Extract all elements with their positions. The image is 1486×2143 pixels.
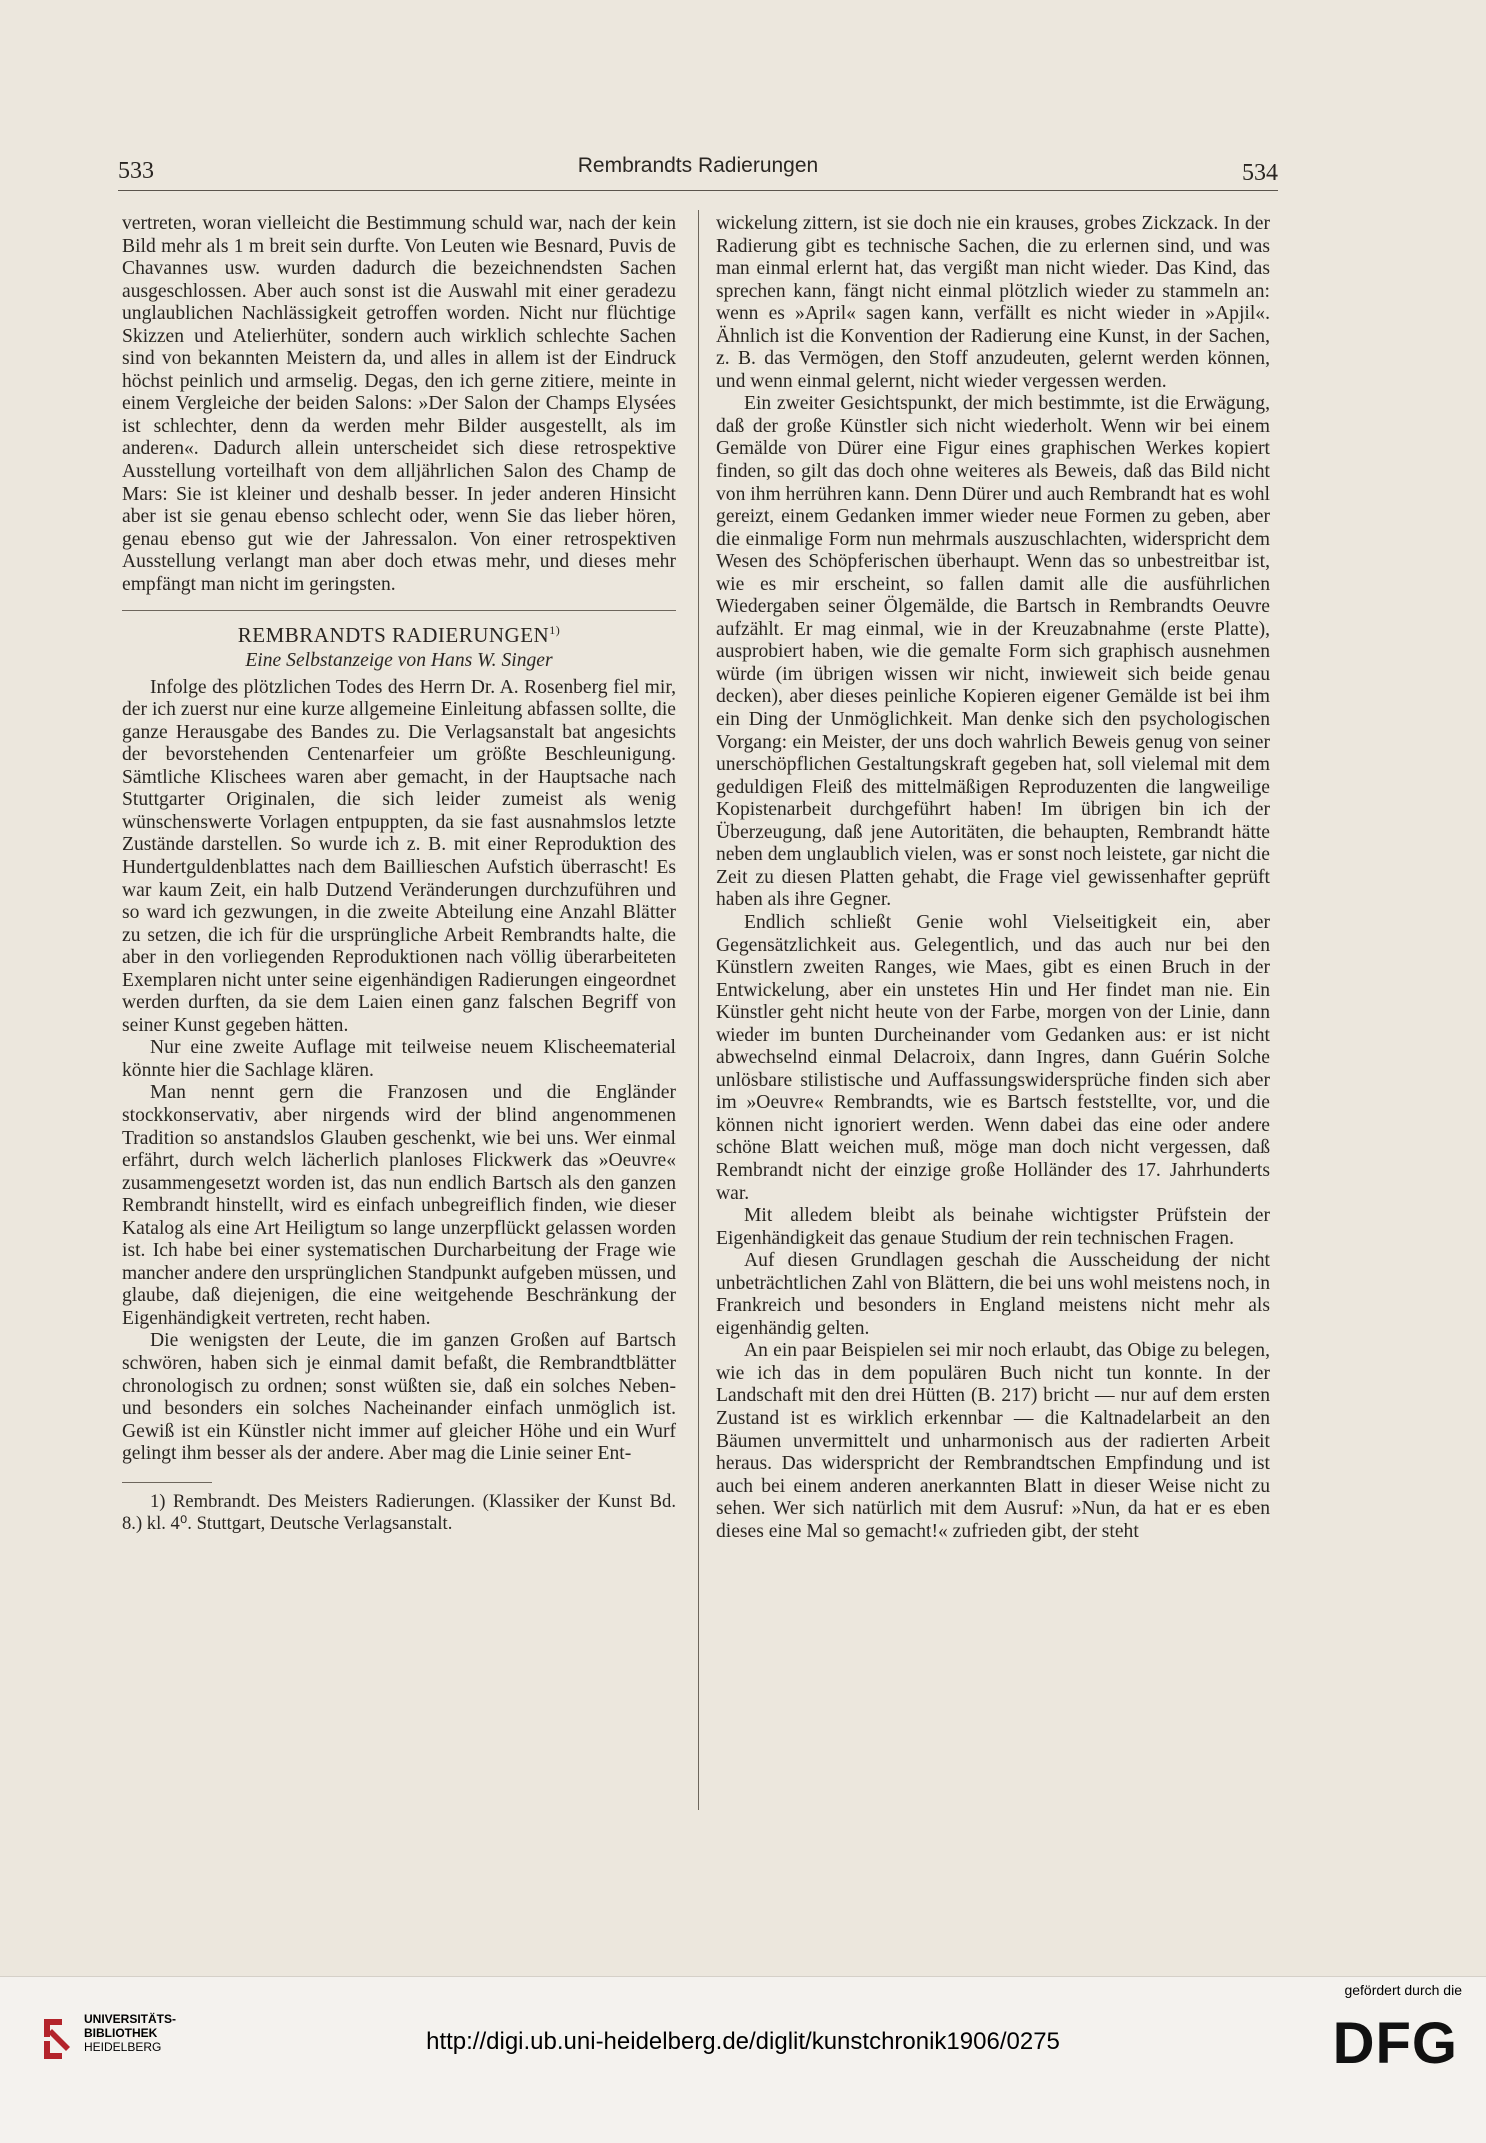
paragraph: wickelung zittern, ist sie doch nie ein krauses, grobes Zickzack. In der Radierung gibt es technische Sachen, die zu erlernen sind, und was man einmal erlernt hat, das vergißt man nicht wieder. Das Kind, das sprechen kann, fängt nicht einmal plötzlich wieder zu stammeln an: wenn es »April« sagen kann, verfällt es nicht wieder in »Apjil«. Ähnlich ist die Konvention der Radierung eine Kunst, in der Sachen, z. B. das Vermögen, den Stoff anzudeuten, gelernt werden können, und wenn einmal gelernt, nicht wieder vergessen werden.: [716, 213, 1270, 392]
running-header: [118, 150, 1278, 191]
section-divider: [122, 610, 676, 611]
paragraph: Auf diesen Grundlagen geschah die Ausscheidung der nicht unbeträchtlichen Zahl von Blättern, die bei uns wohl meistens noch, in Frankreich und besonders in England meistens nicht mehr als eigenhändig gelten.: [716, 1250, 1270, 1339]
left-column: [122, 213, 676, 1535]
article-title: [122, 619, 676, 647]
paragraph: Endlich schließt Genie wohl Vielseitigkeit ein, aber Gegensätzlichkeit aus. Gelegentlich, und das auch nur bei den Künstlern zweiten Ranges, wie Maes, gibt es einen Bruch in der Entwickelung, aber ein unstetes Hin und Her findet man nie. Ein Künstler geht nicht heute von der Farbe, morgen von der Linie, dann wieder im bunten Durcheinander vom Gedanken aus: er ist nicht abwechselnd einmal Delacroix, dann Ingres, dann Guérin Solche unlösbare stilistische und Auffassungswidersprüche finden sich aber im »Oeuvre« Rembrandts, wie es Bartsch feststellte, vor, und die können nicht ignoriert werden. Wenn dabei das eine oder andere schöne Blatt weichen muß, möge man doch nicht vergessen, daß Rembrandt nicht der einzige große Holländer des 17. Jahrhunderts war.: [716, 911, 1270, 1204]
article-title-text: REMBRANDTS RADIERUNGEN: [237, 623, 550, 648]
column-separator: [698, 210, 699, 1810]
paragraph: Nur eine zweite Auflage mit teilweise neuem Klischeematerial könnte hier die Sachlage klären.: [122, 1037, 676, 1081]
library-name-line: BIBLIOTHEK: [84, 2026, 158, 2040]
paragraph: vertreten, woran vielleicht die Bestimmung schuld war, nach der kein Bild mehr als 1 m breit sein durfte. Von Leuten wie Besnard, Puvis de Chavannes usw. wurden dadurch die bezeichnendsten Sachen ausgeschlossen. Aber auch sonst ist die Auswahl mit einer geradezu unglaublichen Nachlässigkeit getroffen worden. Nicht nur flüchtige Skizzen und Atelierhüter, sondern auch wirklich schlechte Sachen sind von bekannten Meistern da, und alles in allem ist der Eindruck höchst peinlich und armselig. Degas, den ich gerne zitiere, meinte in einem Vergleiche der beiden Salons: »Der Salon der Champs Elysées ist schlechter, denn da werden mehr Bilder ausgestellt, als im anderen«. Dadurch allein unterscheidet sich diese retrospektive Ausstellung vorteilhaft von dem alljährlichen Salon des Champ de Mars: Sie ist kleiner und deshalb besser. In jeder anderen Hinsicht aber ist sie genau ebenso schlecht oder, wenn Sie das lieber hören, genau ebenso gut wie der Jahressalon. Von einer retrospektiven Ausstellung verlangt man aber doch etwas mehr, und dieses mehr empfängt man nicht im geringsten.: [122, 213, 676, 595]
source-url-link[interactable]: http://digi.ub.uni-heidelberg.de/diglit/kunstchronik1906/0275: [426, 2028, 1060, 2055]
paragraph: Mit alledem bleibt als beinahe wichtigster Prüfstein der Eigenhändigkeit das genaue Studium der rein technischen Fragen.: [716, 1205, 1270, 1249]
footnote-rule: [122, 1482, 212, 1483]
footnote: 1) Rembrandt. Des Meisters Radierungen. (Klassiker der Kunst Bd. 8.) kl. 4⁰. Stuttgart, Deutsche Verlagsanstalt.: [122, 1490, 676, 1534]
paragraph: An ein paar Beispielen sei mir noch erlaubt, das Obige zu belegen, wie ich das in dem populären Buch nicht tun konnte. In der Landschaft mit den drei Hütten (B. 217) bricht — nur auf dem ersten Zustand ist es wirklich erkennbar — die Kaltnadelarbeit an den Bäumen unvermittelt und unharmonisch aus der radierten Arbeit heraus. Das widerspricht der Rembrandtschen Empfindung und ist auch bei einem anderen anerkannten Blatt in dieser Weise nicht zu sehen. Wer sich natürlich mit dem Ausruf: »Nun, da hat er es eben dieses eine Mal so gemacht!« zufrieden gibt, der steht: [716, 1340, 1270, 1542]
footnote-mark: 1): [549, 623, 561, 638]
paragraph: Infolge des plötzlichen Todes des Herrn Dr. A. Rosenberg fiel mir, der ich zuerst nur eine kurze allgemeine Einleitung abfassen sollte, die ganze Herausgabe des Bandes zu. Die Verlagsanstalt bat angesichts der bevorstehenden Centenarfeier um größte Beschleunigung. Sämtliche Klischees waren aber gemacht, in der Hauptsache nach Stuttgarter Originalen, die sich leider zumeist als wenig wünschenswerte Vorlagen entpuppten, da sie fast ausnahmslos letzte Zustände darstellen. So wurde ich z. B. mit einer Reproduktion des Hundertguldenblattes nach dem Baillieschen Aufstich überrascht! Es war kaum Zeit, ein halb Dutzend Veränderungen durchzuführen und so ward ich gezwungen, in die zweite Abteilung eine Anzahl Blätter zu setzen, die ich für die ursprüngliche Arbeit Rembrandts halte, die aber in den vorliegenden Reproduktionen nach völlig überarbeiteten Exemplaren nicht unter seine eigenhändigen Radierungen eingeordnet werden durften, da sie dem Laien einen ganz falschen Begriff von seiner Kunst gegeben hätten.: [122, 676, 676, 1036]
funding-note: gefördert durch die: [1344, 1982, 1462, 1998]
page-number-left: 533: [118, 158, 154, 184]
page-number-right: 534: [1242, 160, 1278, 186]
library-name-line: HEIDELBERG: [84, 2040, 162, 2054]
paragraph: Ein zweiter Gesichtspunkt, der mich bestimmte, ist die Erwägung, daß der große Künstler sich nicht wiederholt. Wenn wir bei einem Gemälde von Dürer eine Figur eines graphischen Werkes kopiert finden, so gilt das doch ohne weiteres als Beweis, daß das Bild nicht von ihm herrühren kann. Denn Dürer und auch Rembrandt hat es wohl gereizt, einem Gedanken immer wieder neue Formen zu geben, aber die einmalige Form nun mehrmals auszuschlachten, widerspricht dem Wesen des Schöpferischen überhaupt. Wenn das so unbestreitbar ist, wie es mir erscheint, so fallen damit alle die ausführlichen Wiedergaben seiner Ölgemälde, die Bartsch in Rembrandts Oeuvre aufzählt. Er mag einmal, wie in der Kreuzabnahme (erste Platte), ausprobiert haben, wie die gemalte Form sich graphisch ausnehmen würde (im übrigen wissen wir nicht, inwieweit sich beide genau decken), aber dieses peinliche Kopieren eigener Gemälde ist bei ihm ein Ding der Unmöglichkeit. Man denke sich den psychologischen Vorgang: ein Meister, der uns doch wahrlich Beweis genug von seiner unerschöpflichen Gestaltungskraft gegeben hat, soll vielemal mit dem geduldigen Fleiß des mittelmäßigen Reproduzenten die langweilige Kopistenarbeit durchgeführt haben! Im übrigen bin ich der Überzeugung, daß jene Autoritäten, die behaupten, Rembrandt hätte neben dem unglaublich vielen, was er sonst noch leistete, gar nicht die Zeit zu diesen Platten gehabt, die Frage viel gewissenhafter geprüft haben als ihre Gegner.: [716, 393, 1270, 911]
article-subtitle: Eine Selbstanzeige von Hans W. Singer: [245, 650, 553, 672]
running-title: Rembrandts Radierungen: [577, 154, 819, 177]
paragraph: Die wenigsten der Leute, die im ganzen Großen auf Bartsch schwören, haben sich je einmal damit befaßt, die Rembrandtblätter chronologisch zu ordnen; sonst wüßten sie, daß ein solches Neben- und besonders ein solches Nacheinander einfach unmöglich ist. Gewiß ist ein Künstler nicht immer auf gleicher Höhe und ein Wurf gelingt ihm besser als der andere. Aber mag die Linie seiner Ent-: [122, 1330, 676, 1465]
paragraph: Man nennt gern die Franzosen und die Engländer stockkonservativ, aber nirgends wird der blind angenommenen Tradition so anstandslos Glauben geschenkt, wie bei uns. Wer einmal erfährt, durch welch lächerlich planloses Flickwerk das »Oeuvre« zusammengesetzt worden ist, das nun endlich Bartsch als den ganzen Rembrandt hinstellt, wird es einfach unbegreiflich finden, wie dieser Katalog als eine Art Heiligtum so lange unzerpflückt gelassen worden ist. Ich habe bei einer systematischen Durcharbeitung der Frage wie mancher andere den ursprünglichen Standpunkt aufgeben müssen, und glaube, daß diejenigen, die eine weitgehende Beschränkung der Eigenhändigkeit vertreten, recht haben.: [122, 1082, 676, 1329]
library-name-line: UNIVERSITÄTS-: [84, 2012, 177, 2026]
digitization-footer: [0, 1976, 1486, 2143]
dfg-logo: DFG: [1332, 2011, 1458, 2076]
right-column: [716, 213, 1270, 1543]
